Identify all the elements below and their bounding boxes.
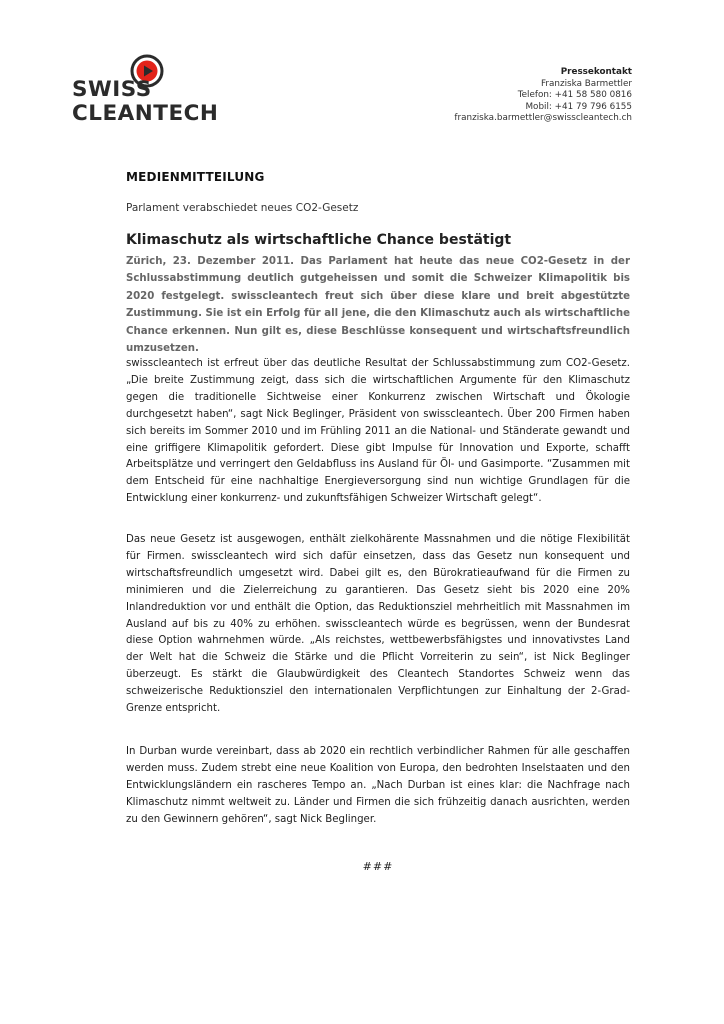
press-release-headline: Klimaschutz als wirtschaftliche Chance bestätigt	[126, 232, 512, 248]
contact-phone: Telefon: +41 58 580 0816	[517, 90, 632, 100]
body-paragraph: In Durban wurde vereinbart, dass ab 2020 ein rechtlich verbindlicher Rahmen für alle geschaffen werden muss. Zudem strebt eine neue Koalition von Europa, den bedrohten Inselstaaten und den Entwicklungsländern ein rascheres Tempo an. „Nach Durban ist eines klar: die Nachfrage nach Klimaschutz nimmt weltweit zu. Länder und Firmen die sich frühzeitig danach ausrichten, werden zu den Gewinnern gehören“, sagt Nick Beglinger.	[126, 746, 630, 825]
press-contact-block	[454, 67, 632, 125]
document-subtitle: Parlament verabschiedet neues CO2-Gesetz	[126, 202, 359, 214]
logo-line-swiss: SWISS	[72, 77, 152, 102]
contact-name: Franziska Barmettler	[540, 78, 632, 89]
contact-title: Pressekontakt	[560, 67, 632, 77]
document-type-heading: MEDIENMITTEILUNG	[126, 170, 265, 184]
contact-mobile: Mobil: +41 79 796 6155	[525, 101, 632, 112]
contact-email: franziska.barmettler@swisscleantech.ch	[454, 113, 632, 123]
end-of-release-mark: ###	[362, 860, 394, 873]
logo-line-cleantech: CLEANTECH	[72, 101, 219, 126]
body-paragraph: swisscleantech ist erfreut über das deutliche Resultat der Schlussabstimmung zum CO2-Gesetz. „Die breite Zustimmung zeigt, dass sich die wirtschaftlichen Argumente für den Klimaschutz gegen die traditionelle Sichtweise einer Konkurrenz zwischen Wirtschaft und Ökologie durchgesetzt haben“, sagt Nick Beglinger, Präsident von swisscleantech. Über 200 Firmen haben sich bereits im Sommer 2010 und im Frühling 2011 an die National- und Ständerate gewandt und eine griffigere Klimapolitik gefordert. Diese gibt Impulse für Innovation und Exporte, schafft Arbeitsplätze und verringert den Geldabfluss ins Ausland für Öl- und Gasimporte. “Zusammen mit dem Entscheid für eine nachhaltige Energieversorgung sind nun wichtige Grundlagen für die Entwicklung einer konkurrenz- und zukunftsfähigen Schweizer Wirtschaft gelegt“.	[126, 358, 630, 505]
lead-paragraph: Zürich, 23. Dezember 2011. Das Parlament hat heute das neue CO2-Gesetz in der Schlussabstimmung deutlich gutgeheissen und somit die Schweizer Klimapolitik bis 2020 festgelegt. swisscleantech freut sich über diese klare und breit abgestützte Zustimmung. Sie ist ein Erfolg für all jene, die den Klimaschutz auch als wirtschaftliche Chance erkennen. Nun gilt es, diese Beschlüsse konsequent und wirtschaftsfreundlich umzusetzen.	[126, 256, 630, 355]
body-paragraph: Das neue Gesetz ist ausgewogen, enthält zielkohärente Massnahmen und die nötige Flexibilität für Firmen. swisscleantech wird sich dafür einsetzen, dass das Gesetz nun konsequent und wirtschaftsfreundlich umgesetzt wird. Dabei gilt es, den Bürokratieaufwand für die Firmen zu minimieren und die Zielerreichung zu garantieren. Das Gesetz sieht bis 2020 eine 20% Inlandreduktion vor und enthält die Option, das Reduktionsziel mehrheitlich mit Massnahmen im Ausland auf bis zu 40% zu erhöhen. swisscleantech würde es begrüssen, wenn der Bundesrat diese Option wahrnehmen würde. „Als reichstes, wettbewerbsfähigstes und innovativstes Land der Welt hat die Schweiz die Stärke und die Pflicht Vorreiterin zu sein“, ist Nick Beglinger überzeugt. Es stärkt die Glaubwürdigkeit des Cleantech Standortes Schweiz wenn das schweizerische Reduktionsziel den internationalen Verpflichtungen zur Einhaltung der 2-Grad-Grenze entspricht.	[126, 534, 630, 715]
swisscleantech-logo	[72, 52, 219, 130]
